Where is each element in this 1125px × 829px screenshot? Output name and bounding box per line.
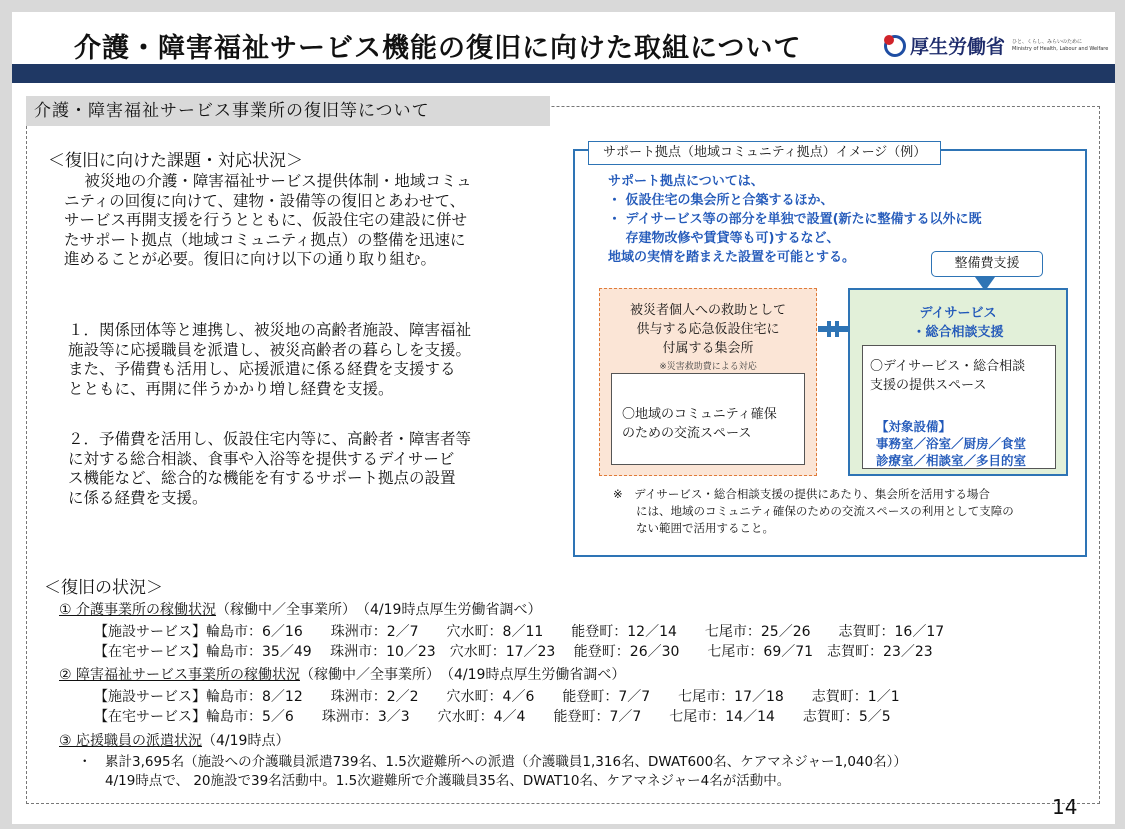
issues-item-2: ２．予備費を活用し、仮設住宅内等に、高齢者・障害者等 に対する総合相談、食事や入浴等を提供するデイサービ ス機能など、総合的な機能を有するサポート拠点の設置 に係る経費を支援。	[68, 430, 472, 507]
page-title: 介護・障害福祉サービス機能の復旧に向けた取組について	[74, 33, 802, 64]
section-title: 介護・障害福祉サービス事業所の復旧等について	[26, 96, 550, 126]
title-band	[12, 64, 1115, 83]
care-status-row: 【施設サービス】輪島市：6／16 珠洲市：2／7 穴水町：8／11 能登町：12／14 七尾市：25／26 志賀町：16／17	[94, 624, 945, 640]
care-status-title: ① 介護事業所の稼働状況（稼働中／全事業所） （4/19時点厚生労働省調べ）	[59, 602, 542, 618]
issues-intro: 被災地の介護・障害福祉サービス提供体制・地域コミュ ニティの回復に向けて、建物・設備等の復旧とあわせて、 サービス再開支援を行うとともに、仮設住宅の建設に併せ たサポート拠点（地域コミュニティ拠点）の整備を迅速に 進めることが必要。復旧に向け以下の通り取り組む。	[64, 172, 472, 268]
issues-heading: ＜復旧に向けた課題・対応状況＞	[48, 151, 303, 171]
ministry-logo	[884, 32, 1108, 59]
staff-dispatch-line: ・ 累計3,695名（施設への介護職員派遣739名、1.5次避難所への派遣（介護職員1,316名、DWAT600名、ケアマネジャー1,040名））	[78, 754, 907, 770]
disability-status-row: 【施設サービス】輪島市：8／12 珠洲市：2／2 穴水町：4／6 能登町：7／7 七尾市：17／18 志賀町：1／1	[94, 689, 900, 705]
staff-dispatch-line: 4/19時点で、 20施設で39名活動中。1.5次避難所で介護職員35名、DWAT10名、ケアマネジャー4名が活動中。	[78, 773, 791, 789]
ministry-tagline: ひと、くらし、みらいのために Ministry of Health, Labour and Welfare	[1012, 38, 1109, 52]
meeting-hall-title: 被災者個人への救助として 供与する応急仮設住宅に 付属する集会所	[629, 303, 786, 356]
disability-status-row: 【在宅サービス】輪島市：5／6 珠洲市：3／3 穴水町：4／4 能登町：7／7 七尾市：14／14 志賀町：5／5	[94, 709, 891, 725]
disability-status-title: ② 障害福祉サービス事業所の稼働状況（稼働中／全事業所） （4/19時点厚生労働省調べ）	[59, 667, 626, 683]
target-facilities: 【対象設備】 事務室／浴室／厨房／食堂 診療室／相談室／多目的室	[876, 419, 1027, 468]
status-heading: ＜復旧の状況＞	[44, 578, 163, 598]
cost-support-label: 整備費支援	[931, 251, 1043, 277]
meeting-hall-note: ※災害救助費による対応	[659, 362, 757, 372]
ministry-logo-icon	[884, 35, 906, 57]
diagram-note: ※ デイサービス・総合相談支援の提供にあたり、集会所を活用する場合 には、地域のコミュニティ確保のための交流スペースの利用として支障の ない範囲で活用すること。	[613, 487, 1014, 535]
care-status-row: 【在宅サービス】輪島市：35／49 珠洲市：10／23 穴水町：17／23 能登町：26／30 七尾市：69／71 志賀町：23／23	[94, 644, 933, 660]
ministry-name: 厚生労働省	[910, 36, 1006, 58]
diagram-title: サポート拠点（地域コミュニティ拠点）イメージ（例）	[588, 141, 941, 165]
page-number: 14	[1052, 795, 1078, 819]
slide	[12, 12, 1115, 824]
day-service-space-label: 〇デイサービス・総合相談 支援の提供スペース	[870, 359, 1026, 393]
community-space-label: 〇地域のコミュニティ確保 のための交流スペース	[622, 407, 777, 441]
issues-item-1: １．関係団体等と連携し、被災地の高齢者施設、障害福祉 施設等に応援職員を派遣し、被災高齢者の暮らしを支援。 また、予備費も活用し、応援派遣に係る経費を支援する とともに、再開に伴うかかり増し経費を支援。	[68, 321, 472, 398]
connector-icon	[818, 318, 848, 340]
day-service-title: デイサービス ・総合相談支援	[912, 306, 1004, 340]
diagram-description: サポート拠点については、 ・ 仮設住宅の集会所と合築するほか、 ・ デイサービス等の部分を単独で設置(新たに整備する以外に既 存建物改修や賃貸等も可)するなど、 地域の実情を踏まえた設置を可能とする。	[608, 174, 982, 265]
staff-dispatch-title: ③ 応援職員の派遣状況（4/19時点）	[59, 733, 290, 749]
